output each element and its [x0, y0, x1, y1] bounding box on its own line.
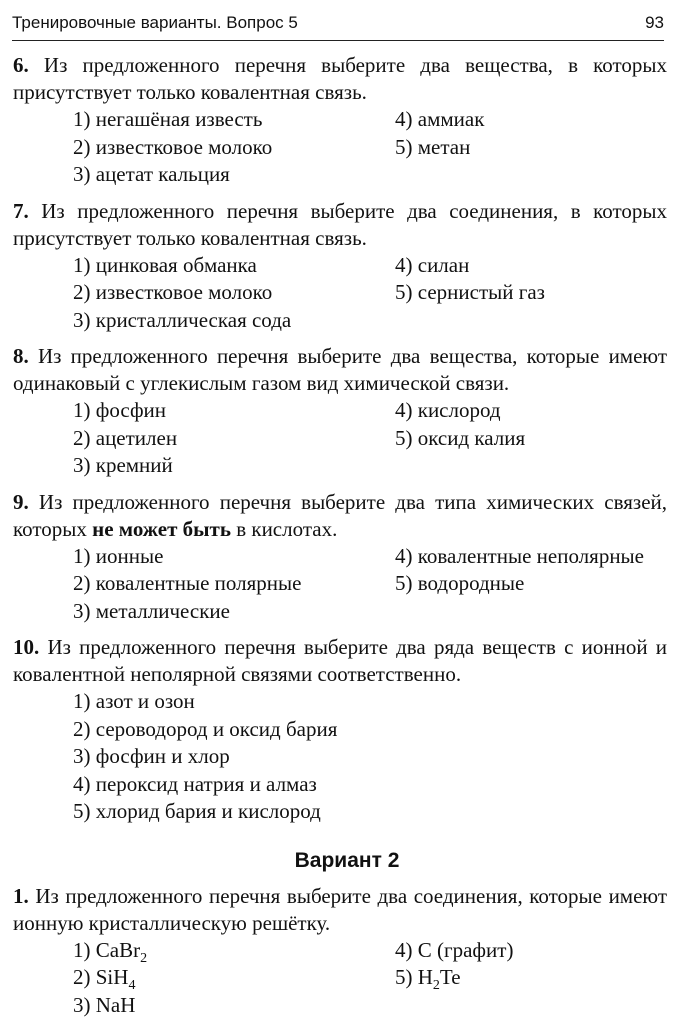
header-title: Тренировочные варианты. Вопрос 5: [12, 13, 298, 32]
question-7: [13, 198, 667, 335]
subscript: 2: [432, 978, 440, 994]
question-number: 1.: [13, 883, 29, 908]
question-body: Из предложенного перечня выберите два соединения, в которых присутствует только ковалентная связь.: [13, 198, 668, 250]
question-10: [13, 634, 667, 826]
answer-options: [13, 106, 667, 189]
question-body: Из предложенного перечня выберите два типа химических связей, которых: [13, 489, 668, 541]
option: 5) водородные: [395, 571, 525, 595]
question-body: Из предложенного перечня выберите два вещества, в которых присутствует только ковалентная связь.: [13, 53, 668, 104]
question-text: [13, 52, 667, 106]
question-body: Из предложенного перечня выберите два вещества, которые имеют одинаковый с углекислым газом вид химической связи.: [13, 344, 667, 395]
answer-options: [13, 543, 667, 626]
question-8: [13, 343, 667, 480]
question-number: 10.: [13, 635, 40, 659]
option: [73, 964, 395, 992]
option: 3) кремний: [73, 453, 173, 477]
question-body: Из предложенного перечня выберите два ряда веществ с ионной и ковалентной неполярной связями соответственно.: [13, 635, 668, 686]
emphasis-text: не может быть: [92, 516, 231, 541]
option-prefix: 2): [73, 965, 96, 989]
answer-options: [13, 252, 667, 335]
page-content: [13, 52, 667, 1028]
option: 1) ионные: [73, 543, 164, 568]
option: 5) метан: [395, 134, 471, 159]
question-text: [13, 883, 667, 937]
option: 3) NaH: [73, 992, 136, 1017]
option: 3) фосфин и хлор: [73, 744, 230, 768]
answer-options: [13, 397, 667, 480]
option: 3) кристаллическая сода: [73, 307, 292, 332]
option: 5) оксид калия: [395, 425, 526, 450]
formula: SiH: [95, 965, 129, 989]
subscript: 4: [128, 978, 136, 994]
option: 2) известковое молоко: [73, 280, 273, 304]
option: [73, 937, 395, 965]
question-text: [13, 634, 667, 688]
page-number: 93: [645, 13, 664, 32]
section-heading: Вариант 2: [294, 848, 400, 872]
option: 2) ковалентные полярные: [73, 571, 302, 595]
option: 5) сернистый газ: [395, 280, 545, 304]
question-body-end: в кислотах.: [236, 516, 338, 541]
question-body: Из предложенного перечня выберите два соединения, которые имеют ионную кристаллическую решётку.: [13, 883, 668, 935]
question-number: 6.: [13, 53, 29, 77]
question-text: [13, 343, 667, 397]
question-number: 8.: [13, 344, 29, 368]
question-text: [13, 198, 667, 252]
option: 4) кислород: [395, 398, 501, 422]
option: 1) негашёная известь: [73, 107, 263, 131]
option: 4) C (графит): [395, 937, 514, 962]
option: 1) азот и озон: [73, 689, 195, 713]
question-6: [13, 52, 667, 189]
question-number: 9.: [13, 489, 29, 514]
answer-options: [13, 937, 667, 1020]
option: 4) ковалентные неполярные: [395, 543, 644, 568]
option-prefix: 1): [73, 937, 96, 962]
option: 2) известковое молоко: [73, 134, 273, 159]
formula-tail: Te: [439, 965, 461, 989]
formula: CaBr: [95, 937, 141, 962]
option: 1) фосфин: [73, 398, 167, 422]
option: 4) силан: [395, 252, 470, 277]
option: 1) цинковая обманка: [73, 252, 257, 277]
option-prefix: 5): [395, 965, 418, 989]
option: 4) пероксид натрия и алмаз: [73, 771, 317, 796]
variant2-question-1: [13, 883, 667, 1020]
question-text: [13, 489, 667, 543]
option: 2) ацетилен: [73, 425, 178, 450]
question-number: 7.: [13, 198, 29, 223]
option: 2) сероводород и оксид бария: [73, 716, 338, 741]
subscript: 2: [140, 950, 148, 966]
option: [395, 964, 684, 992]
option: 4) аммиак: [395, 107, 485, 131]
option: 3) ацетат кальция: [73, 162, 230, 186]
option: 3) металлические: [73, 598, 230, 623]
answer-options: [13, 688, 667, 826]
formula: H: [417, 965, 433, 989]
question-9: [13, 489, 667, 626]
running-header: [12, 0, 664, 41]
option: 5) хлорид бария и кислород: [73, 799, 321, 823]
